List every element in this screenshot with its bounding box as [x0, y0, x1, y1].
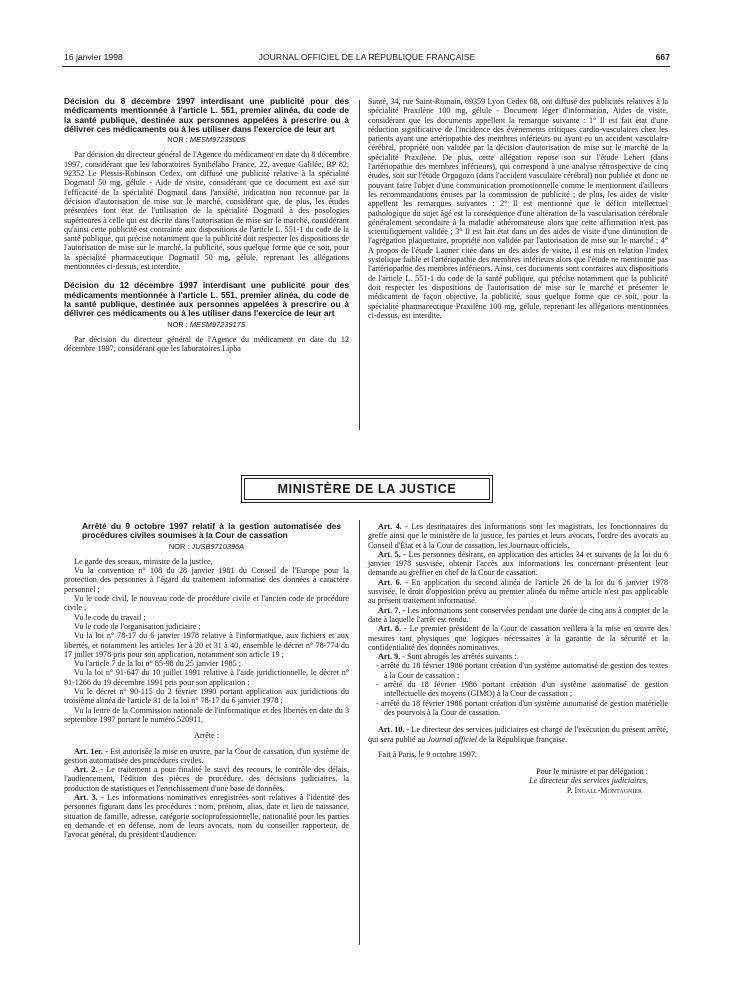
ministry-header-box	[241, 475, 493, 503]
arrete-nor-label: NOR :	[168, 541, 190, 551]
article	[64, 765, 349, 793]
article-text: Les destinataires des informations sont les magistrats, les fonctionnaires du greffe ainsi que le ministère de la justice, les parties et leurs avocats, l'ordre des avocats au Conseil d'État et à la Cour de cassation, les Journaux officiels.	[368, 522, 668, 550]
signature-name: P. Ingall-Montagnier	[566, 785, 642, 795]
decision2-nor	[64, 320, 349, 329]
article	[368, 624, 668, 652]
arrete-preamble	[64, 557, 349, 724]
arrete-title: Arrêté du 9 octobre 1997 relatif à la gestion automatisée des procédures civiles soumises à la Cour de cassation	[82, 521, 341, 541]
article-text: En application du second alinéa de l'article 26 de la loi du 6 janvier 1978 susvisée, le droit d'opposition prévu au premier alinéa du même article n'est pas applicable au présent traitement informatisé.	[368, 577, 668, 606]
article	[368, 578, 668, 606]
signature-block	[368, 767, 668, 795]
article-label: Art. 9. -	[378, 652, 407, 662]
article-text: Les informations nominatives enregistrées sont relatives à l'identité des personnes figurant dans les procédures : nom, prénom, alias, date et lieu de naissance, situation de famille, adresse, catégorie socioprofessionnelle, nationalité pour les parties en demande et en défense, nom de leurs avocats, nom du conseiller rapporteur, de l'avocat général, du président d'audience.	[64, 793, 349, 840]
signature-line1: Pour le ministre et par délégation :	[536, 767, 648, 777]
bottom-left-column	[64, 522, 349, 840]
articles-left-list	[64, 747, 349, 840]
preamble-paragraph: Le garde des sceaux, ministre de la justice,	[74, 556, 213, 566]
preamble-paragraph: Vu la loi n° 78-17 du 6 janvier 1978 relative à l'informatique, aux fichiers et aux libertés, et notamment les articles 1er à 20 et 31 à 40, ensemble le décret n° 78-774 du 17 juillet 1978 pris pour son application, notamment son article 19 ;	[64, 631, 349, 659]
bottom-column-divider	[359, 520, 360, 945]
abrogation-item: - arrêté du 18 février 1986 portant création d'un système automatisé de gestion matérielle des pourvois à la Cour de cassation.	[376, 698, 668, 717]
article-label: Art. 4. -	[378, 522, 412, 531]
preamble-paragraph: Vu le code du travail ;	[74, 612, 146, 622]
article	[368, 652, 668, 661]
preamble-paragraph: Vu la convention n° 108 du 28 janvier 1981 du Conseil de l'Europe pour la protection des personnes à l'égard du traitement informatisé des données à caractère personnel ;	[64, 566, 349, 594]
article-label: Art. 1er. -	[74, 746, 111, 756]
abrogation-item: - arrêté du 18 février 1986 portant création d'un système automatisé de gestion intellectuelle des moyens (GIMO) à la Cour de cassation ;	[376, 680, 668, 699]
decision1-nor-code: MESM9723900S	[189, 135, 246, 145]
article-10-label: Art. 10. -	[378, 725, 410, 735]
article-label: Art. 5. -	[378, 549, 409, 559]
article-text: Le traitement a pour finalité le suivi des recours, le contrôle des délais, l'audiencement, l'édition des pièces de procédure, des décisions judiciaires, la production de statistiques et l'enrichissement d'une base de données.	[64, 765, 349, 793]
article-10-text-after: de la République française.	[477, 734, 568, 744]
decision1-title: Décision du 8 décembre 1997 interdisant une publicité pour des médicaments mentionnée à l'article L. 551, premier alinéa, du code de la santé publique, destinée aux personnes appelées à prescrire ou à délivrer ces médicaments ou à les utiliser dans l'exercice de leur art	[64, 96, 349, 134]
article	[64, 747, 349, 766]
preamble-paragraph: Vu le décret n° 90-115 du 2 février 1990 portant application aux juridictions du troisième alinéa de l'article 31 de la loi n° 78-17 du 6 janvier 1978 ;	[64, 687, 349, 706]
arrete-nor-code: JUSB9710396A	[191, 541, 245, 551]
preamble-paragraph: Vu l'article 7 de la loi n° 85-98 du 25 janvier 1985 ;	[74, 659, 241, 669]
article	[64, 793, 349, 839]
preamble-paragraph: Vu le code civil, le nouveau code de procédure civile et l'ancien code de procédure civile ;	[64, 594, 349, 613]
decision2-nor-label: NOR :	[167, 319, 188, 329]
article-label: Art. 2. -	[74, 765, 107, 775]
decision2-title: Décision du 12 décembre 1997 interdisant une publicité pour des médicaments mentionnée à l'article L. 551, premier alinéa, du code de la santé publique, destinée aux personnes appelées à prescrire ou à délivrer ces médicaments ou à les utiliser dans l'exercice de leur art	[64, 280, 349, 319]
header-rule	[62, 66, 670, 67]
preamble-paragraph: Vu la lettre de la Commission nationale de l'informatique et des libertés en date du 3 septembre 1997 portant le numéro 520911,	[64, 705, 349, 724]
article-label: Art. 8. -	[378, 624, 410, 634]
article	[368, 522, 668, 550]
header-date: 16 janvier 1998	[64, 52, 123, 62]
article-10-text-before: Le directeur des services judiciaires est chargé de l'exécution du présent arrêté, qui sera publié au	[368, 725, 669, 744]
header-journal-title: JOURNAL OFFICIEL DE LA RÉPUBLIQUE FRANÇAISE	[258, 52, 476, 62]
page-header	[64, 52, 670, 64]
decision1-nor-label: NOR :	[167, 135, 188, 145]
preamble-paragraph: Vu la loi n° 91-647 du 10 juillet 1991 relative à l'aide juridictionnelle, le décret n° 91-1266 du 19 décembre 1991 pris pour son application ;	[64, 668, 349, 687]
article-10	[368, 725, 668, 744]
article-text: Le premier président de la Cour de cassation veillera à la mise en œuvre des mesures tant physiques que logiques nécessaires à la garantie de la sécurité et la confidentialité des données nominatives.	[368, 624, 668, 652]
article	[368, 550, 668, 578]
article-label: Art. 3. -	[74, 793, 108, 803]
article-text: Les personnes désirant, en application des articles 34 et suivants de la loi du 6 janvier 1978 susvisée, obtenir l'accès aux informations les concernant présentent leur demande au greffier en chef de la Cour de cassation.	[368, 549, 668, 578]
decision1-nor	[64, 135, 349, 144]
article-label: Art. 6. -	[378, 577, 412, 587]
preamble-paragraph: Vu le code de l'organisation judiciaire ;	[74, 621, 201, 631]
arrete-word: Arrête :	[194, 731, 219, 741]
article-text: Les informations sont conservées pendant une durée de cinq ans à compter de la date à laquelle l'arrêt est rendu.	[368, 605, 668, 624]
article-10-journal: Journal officiel	[427, 734, 478, 744]
article-text: Est autorisée la mise en œuvre, par la Cour de cassation, d'un système de gestion automatisée des procédures civiles.	[64, 746, 349, 765]
decision2-nor-code: MESM9723917S	[189, 319, 246, 329]
abrogations-list	[368, 661, 668, 717]
top-right-column	[368, 97, 668, 320]
done-at: Fait à Paris, le 9 octobre 1997.	[378, 749, 477, 759]
article-text: Sont abrogés les arrêtés suivants :	[407, 652, 517, 662]
articles-right-list	[368, 522, 668, 661]
decision2-body-continued: Santé, 34, rue Saint-Romain, 69359 Lyon Cedex 08, ont diffusé des publicités relatives à la spécialité Praxilène 100 mg, gélule - Document léger d'information, Aides de visite, considérant que les documents appellent la remarque suivante : 1° Il est fait état d'une réduction significative de l'incidence des événements critiques cardio-vasculaires chez les patients ayant une artériopathie des membres inférieurs ou ayant eu un accident vasculaire cérébral, propriété non validée par la décision d'autorisation de mise sur le marché de la spécialité Praxilène. De plus, cette allégation repose soit sur l'étude Lehert (dans l'artériopathie des membres inférieurs), qui correspond à une analyse rétrospective de cinq études, soit sur l'étude Orgogozo (dans l'accident vasculaire cérébral) non publiée et donc ne pouvant faire l'objet d'une communication promotionnelle comme le mentionnent d'ailleurs les recommandations émises par la commission de publicité ; de plus, les aides de visite appellent les remarques suivantes : 2° Il est mentionné que le déficit intellectuel pathologique du sujet âgé est la conséquence d'une altération de la vascularisation cérébrale généralement secondaire à la maladie athéromateuse alors que cette affirmation n'est pas scientifiquement validée ; 3° Il est fait état dans un des aides de visite d'une diminution de l'agrégation plaquettaire, propriété non validée par l'autorisation de mise sur le marché ; 4° A propos de l'étude Launer citée dans un des aides de visite, il est mis en relation l'index systolique faible et l'artériopathie des membres inférieurs alors que l'étude ne mentionne pas l'artériopathie des membres inférieurs. Ainsi, ces documents sont contraires aux dispositions de l'article L. 551-1 du code de la santé publique, qui précise notamment que la publicité doit respecter les dispositions de l'autorisation de mise sur le marché et présenter le médicament de façon objective, la publicité, sous quelque forme que ce soit, pour la spécialité pharmaceutique Praxilène 100 mg, gélule, reprenant les allégations mentionnées ci-dessus, est interdite.	[368, 97, 668, 320]
decision2-body-start: Par décision du directeur général de l'Agence du médicament en date du 12 décembre 1997, considérant que les laboratoires Lipha	[64, 334, 349, 354]
ministry-title: MINISTÈRE DE LA JUSTICE	[244, 478, 490, 500]
signature-line2: Le directeur des services judiciaires,	[529, 776, 648, 786]
decision1-body: Par décision du directeur général de l'Agence du médicament en date du 8 décembre 1997, considérant que les laboratoires Synthélabo France, 22, avenue Galilée, BP 82, 92352 Le Plessis-Robinson Cedex, ont diffusé une publicité relative à la spécialité Dogmatil 50 mg, gélule - Aide de visite, considérant que ce document est axé sur l'efficacité de la spécialité Dogmatil dans l'anxiété, indication non reconnue par la décision d'autorisation de mise sur le marché, considérant que, de plus, les études présentées font état de l'utilisation de la spécialité Dogmatil à des posologies supérieures à celle qui est décrite dans l'autorisation de mise sur le marché, considérant qu'ainsi cette publicité est contrainte aux dispositions de l'article L. 551-1 du code de la santé publique, qui précise notamment que la publicité doit respecter les dispositions de l'autorisation de mise sur le marché, la publicité, sous quelque forme que ce soit, pour la spécialité pharmaceutique Dogmatil 50 mg, gélule, reprenant les allégations mentionnées ci-dessus, est interdite.	[64, 150, 349, 272]
arrete-nor	[64, 542, 349, 551]
top-left-column	[64, 97, 349, 353]
top-column-divider	[359, 100, 360, 430]
abrogation-item: - arrêté du 18 février 1986 portant création d'un système automatisé de gestion des textes à la Cour de cassation ;	[376, 661, 668, 680]
article	[368, 606, 668, 625]
article-label: Art. 7. -	[378, 605, 408, 615]
header-page-number: 667	[655, 52, 670, 62]
bottom-right-column	[368, 522, 668, 795]
